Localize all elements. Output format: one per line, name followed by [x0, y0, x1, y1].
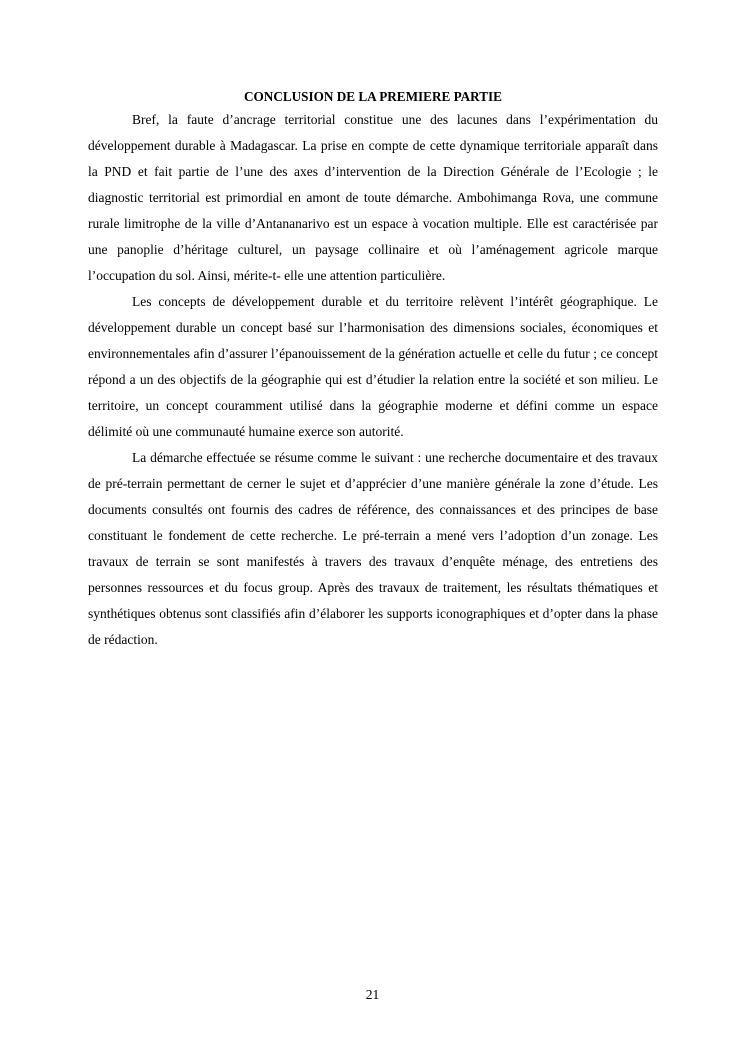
section-heading: CONCLUSION DE LA PREMIERE PARTIE	[244, 89, 502, 104]
paragraph-3: La démarche effectuée se résume comme le suivant : une recherche documentaire et des travaux de pré-terrain permettant de cerner le sujet et d’apprécier d’une manière générale la zone d’étude. Les documents consultés ont fournis des cadres de référence, des connaissances et des principes de base constituant le fondement de cette recherche. Le pré-terrain a mené vers l’adoption d’un zonage. Les travaux de terrain se sont manifestés à travers des travaux d’enquête ménage, des entretiens des personnes ressources et du focus group. Après des travaux de traitement, les résultats thématiques et synthétiques obtenus sont classifiés afin d’élaborer les supports iconographiques et d’opter dans la phase de rédaction.	[88, 450, 658, 647]
page-number: 21	[365, 987, 380, 1002]
paragraph-1: Bref, la faute d’ancrage territorial constitue une des lacunes dans l’expérimentation du développement durable à Madagascar. La prise en compte de cette dynamique territoriale apparaît dans la PND et fait partie de l’une des axes d’intervention de la Direction Générale de l’Ecologie ; le diagnostic territorial est primordial en amont de toute démarche. Ambohimanga Rova, une commune rurale limitrophe de la ville d’Antananarivo est un espace à vocation multiple. Elle est caractérisée par une panoplie d’héritage culturel, un paysage collinaire et où l’aménagement agricole marque l’occupation du sol. Ainsi, mérite-t- elle une attention particulière.	[88, 112, 658, 283]
paragraph-2: Les concepts de développement durable et du territoire relèvent l’intérêt géographique. Le développement durable un concept basé sur l’harmonisation des dimensions sociales, économiques et environnementales afin d’assurer l’épanouissement de la génération actuelle et celle du futur ; ce concept répond a un des objectifs de la géographie qui est d’étudier la relation entre la société et son milieu. Le territoire, un concept couramment utilisé dans la géographie moderne et défini comme un espace délimité où une communauté humaine exerce son autorité.	[88, 294, 658, 439]
body-text	[88, 107, 658, 653]
